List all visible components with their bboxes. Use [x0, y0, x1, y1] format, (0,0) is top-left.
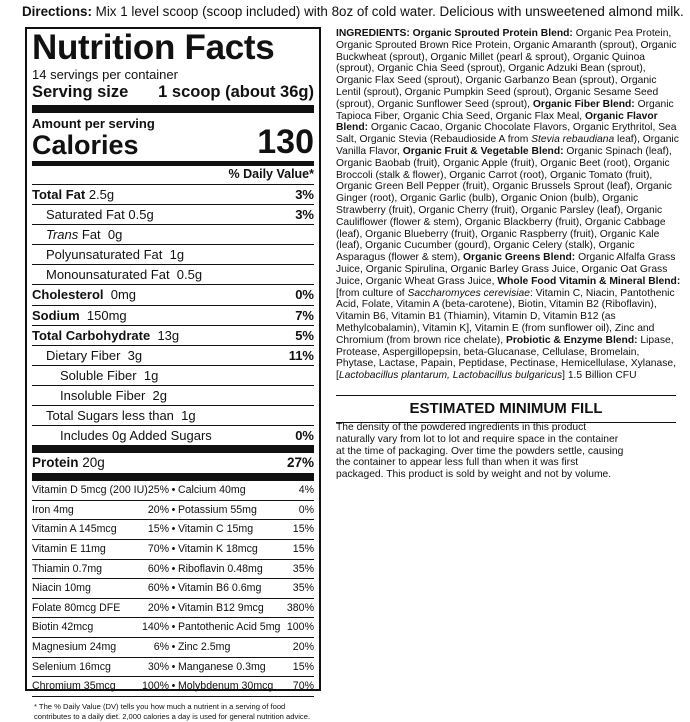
vitamin-pct: 15% — [292, 660, 314, 673]
nutrient-amount: 0mg — [103, 287, 137, 303]
vitamin-cell — [32, 618, 169, 637]
amount-per-serving: Amount per serving — [32, 116, 155, 131]
vitamin-cell — [178, 618, 314, 637]
serving-size-label: Serving size — [32, 83, 129, 101]
ingredients-list — [336, 28, 681, 382]
nutrient-name — [32, 285, 136, 304]
vitamin-pct: 30% — [147, 660, 170, 673]
vitamin-cell — [32, 658, 169, 677]
nutrient-label: Monounsaturated Fat — [46, 267, 170, 283]
nutrient-amount: 1g — [136, 367, 159, 383]
nutrient-label: Trans — [46, 227, 79, 243]
nutrient-row — [32, 245, 314, 265]
nutrient-label: Saturated Fat — [46, 207, 125, 223]
serving-size-row — [32, 82, 314, 113]
directions — [22, 4, 682, 20]
nutrient-amount: 0.5g — [124, 207, 154, 223]
bullet-separator: • — [171, 484, 176, 497]
nutrient-name — [46, 406, 196, 425]
vitamin-row — [32, 520, 314, 540]
nutrient-label: Total Carbohydrate — [32, 327, 151, 343]
vitamin-row — [32, 481, 314, 501]
vitamin-row — [32, 638, 314, 658]
bullet-separator: • — [171, 601, 176, 614]
vitamin-pct: 100% — [286, 621, 314, 634]
ingredient-segment: Organic Pea Protein, Organic Sprouted Brown Rice Protein, Organic Amaranth (sprout), Organic Buckwheat (sprout), Organic Millet (pearl & sprout), Organic Quinoa (sprout), Organic Chia Seed (sprout), Organic Adzuki Bean (sprout), Organic Flax Seed (sprout), Organic Garbanzo Bean (sprout), Organic Lentil (sprout), Organic Pumpkin Seed (sprout), Organic Sesame Seed (sprout), Organic Sunflower Seed (sprout), — [336, 28, 677, 110]
ingredient-segment: Whole Food Vitamin & Mineral Blend: — [497, 275, 681, 287]
vitamin-cell — [32, 540, 169, 559]
vitamin-cell — [178, 520, 314, 539]
directions-text: Mix 1 level scoop (scoop included) with 8oz of cold water. Delicious with unsweetened almond milk. — [91, 4, 684, 19]
vitamin-name: Pantothenic Acid 5mg — [177, 621, 281, 634]
nutrient-row — [32, 265, 314, 285]
ingredient-segment: Lipase, Protease, Aspergillopepsin, beta-Glucanase, Cellulase, Bromelain, Phytase, Lactase, Papain, Peptidase, Pectinase, Hemicellulase, Xylanase, [ — [336, 334, 676, 382]
vitamin-cell — [178, 579, 314, 598]
nutrient-name — [46, 205, 154, 224]
vitamin-name: Vitamin A 145mcg — [32, 523, 117, 536]
nutrient-amount: 0.5g — [169, 267, 203, 283]
nutrient-amount: 13g — [150, 327, 180, 343]
ingredient-segment: Organic Tapioca Fiber, Organic Chia Seed, Organic Flax Meal, — [336, 98, 674, 122]
vitamin-pct: 100% — [141, 680, 170, 693]
nutrient-label: Sodium — [32, 307, 80, 323]
nutrient-row — [32, 386, 314, 406]
vitamin-cell — [178, 560, 314, 579]
estimated-minimum-fill-heading: ESTIMATED MINIMUM FILL — [336, 395, 676, 423]
nutrient-label: Polyunsaturated Fat — [46, 247, 163, 263]
vitamin-pct: 20% — [292, 640, 314, 653]
vitamin-name: Niacin 10mg — [32, 582, 91, 595]
protein-row — [32, 453, 314, 481]
nutrition-facts-title: Nutrition Facts — [32, 28, 275, 67]
daily-value-footnote: * The % Daily Value (DV) tells you how much a nutrient in a serving of food contributes to a daily diet. 2,000 calories a day is used for general nutrition advice. — [34, 701, 311, 721]
vitamin-row — [32, 599, 314, 619]
vitamin-pct: 20% — [147, 601, 170, 614]
nutrient-row — [32, 406, 314, 426]
nutrient-row — [32, 285, 314, 305]
nutrient-label: Total Fat — [32, 187, 86, 202]
ingredient-segment: [from culture of — [336, 287, 408, 299]
vitamin-name: Vitamin B6 0.6mg — [177, 582, 262, 595]
protein-pct: 27% — [286, 455, 314, 471]
nutrient-daily-value: 3% — [295, 187, 314, 202]
nutrient-name — [46, 225, 122, 244]
nutrient-daily-value: 3% — [295, 207, 314, 223]
vitamin-pct: 25% — [147, 484, 170, 497]
vitamin-cell — [178, 481, 314, 500]
nutrient-name — [60, 426, 212, 445]
calories-label: Calories — [32, 130, 139, 160]
ingredient-segment: Organic Flavor Blend: — [336, 110, 658, 134]
bullet-separator: • — [171, 562, 176, 575]
bullet-separator: • — [171, 660, 176, 673]
vitamin-name: Folate 80mcg DFE — [32, 601, 121, 614]
vitamin-pct: 60% — [147, 562, 170, 575]
vitamin-pct: 0% — [298, 503, 314, 516]
nutrient-daily-value: 11% — [288, 347, 314, 363]
nutrient-name — [32, 326, 179, 345]
vitamin-pct: 6% — [153, 640, 170, 653]
vitamin-pct: 70% — [147, 543, 170, 555]
nutrient-amount: 3g — [120, 347, 143, 363]
vitamin-cell — [178, 677, 314, 696]
nutrient-row — [32, 225, 314, 245]
vitamin-cell — [32, 579, 169, 598]
vitamin-name: Riboflavin 0.48mg — [177, 562, 263, 575]
protein-amount: 20g — [78, 455, 105, 471]
nutrient-daily-value: 5% — [295, 327, 314, 343]
vitamin-cell — [32, 638, 169, 657]
vitamin-cell — [178, 638, 314, 657]
vitamin-name: Molybdenum 30mcg — [177, 680, 274, 693]
nutrient-amount: 1g — [173, 408, 196, 424]
protein-label: Protein — [32, 455, 79, 471]
nutrient-name — [46, 346, 142, 365]
vitamin-pct: 140% — [141, 621, 170, 634]
vitamin-row — [32, 658, 314, 678]
vitamin-name: Zinc 2.5mg — [177, 640, 231, 653]
nutrient-label: Soluble Fiber — [60, 367, 137, 383]
vitamin-pct: 20% — [147, 503, 170, 516]
serving-size-value: 1 scoop (about 36g) — [158, 83, 314, 101]
nutrient-amount: 2g — [145, 387, 167, 403]
nutrient-daily-value: 7% — [295, 307, 314, 323]
vitamin-name: Vitamin D 5mcg (200 IU) — [32, 484, 148, 497]
nutrient-label: Includes 0g Added Sugars — [60, 428, 212, 444]
vitamin-name: Calcium 40mg — [177, 484, 246, 497]
vitamin-pct: 35% — [292, 582, 314, 595]
nutrition-facts-panel — [25, 27, 321, 721]
ingredient-segment: Organic Greens Blend: — [463, 252, 576, 264]
nutrient-daily-value: 0% — [295, 428, 314, 444]
vitamin-cell — [32, 560, 169, 579]
vitamin-name: Manganese 0.3mg — [177, 660, 266, 673]
vitamin-pct: 60% — [147, 582, 170, 595]
vitamin-cell — [32, 677, 169, 696]
nutrient-row — [32, 426, 314, 453]
nutrient-name — [32, 306, 127, 325]
bullet-separator: • — [171, 640, 176, 653]
ingredient-segment: leaf), Organic Vanilla Flavor, — [336, 134, 679, 157]
vitamin-cell — [178, 599, 314, 618]
vitamin-name: Selenium 16mcg — [32, 660, 111, 673]
vitamin-cell — [178, 540, 314, 559]
daily-value-header: % Daily Value* — [32, 166, 314, 185]
vitamin-pct: 4% — [298, 484, 314, 497]
vitamin-row — [32, 540, 314, 560]
vitamin-name: Biotin 42mcg — [32, 621, 94, 634]
vitamin-pct: 15% — [292, 523, 314, 536]
ingredient-segment: Organic Fruit & Vegetable Blend: — [402, 145, 564, 157]
vitamin-cell — [32, 501, 169, 520]
vitamin-pct: 15% — [147, 523, 170, 536]
ingredient-segment: Organic Fiber Blend: — [532, 98, 635, 110]
nutrient-row — [32, 326, 314, 346]
nutrient-amount: 1g — [162, 247, 185, 263]
vitamin-pct: 380% — [286, 601, 314, 614]
ingredient-segment: Saccharomyces cerevisiae — [407, 287, 530, 299]
vitamin-row — [32, 618, 314, 638]
vitamin-cell — [178, 501, 314, 520]
vitamin-cell — [178, 658, 314, 677]
nutrient-name — [60, 386, 167, 405]
nutrient-row — [32, 366, 314, 386]
ingredient-segment: : Vitamin C, Niacin, Pantothenic Acid, Folate, Vitamin A (beta-carotene), Biotin, Vitamin B2 (Riboflavin), Vitamin B6, Vitamin B1 (Thiamin), Vitamin D, Vitamin B12 (as Methylcobalamin), Vitamin K], Vitamin E (from sunflower oil), Zinc and Chromium (from brown rice chelate), — [336, 287, 675, 346]
ingredient-segment: Probiotic & Enzyme Blend: — [505, 334, 638, 346]
directions-label: Directions: — [22, 4, 92, 19]
nutrient-name — [32, 185, 114, 204]
bullet-separator: • — [171, 503, 176, 516]
calories-value: 130 — [257, 123, 314, 161]
vitamin-name: Potassium 55mg — [177, 503, 257, 516]
vitamin-name: Vitamin K 18mcg — [177, 543, 258, 555]
nutrient-amount: Fat 0g — [78, 227, 123, 243]
vitamin-row — [32, 560, 314, 580]
vitamin-name: Iron 4mg — [32, 503, 74, 516]
vitamin-name: Thiamin 0.7mg — [32, 562, 103, 575]
vitamin-mineral-table — [32, 481, 314, 697]
vitamin-row — [32, 501, 314, 521]
vitamin-pct: 35% — [292, 562, 314, 575]
nutrient-row — [32, 346, 314, 366]
vitamin-cell — [32, 520, 169, 539]
vitamin-cell — [32, 481, 169, 500]
ingredient-segment: Organic Alfalfa Grass Juice, Organic Spirulina, Organic Barley Grass Juice, Organic Oat Grass Juice, Organic Wheat Grass Juice, — [336, 252, 676, 287]
nutrient-label: Cholesterol — [32, 287, 104, 303]
nutrient-row — [32, 306, 314, 326]
ingredient-segment: INGREDIENTS: Organic Sprouted Protein Blend: — [336, 28, 573, 39]
nutrient-daily-value: 0% — [295, 287, 314, 303]
nutrient-name — [46, 245, 184, 264]
vitamin-name: Chromium 35mcg — [32, 680, 116, 693]
ingredient-segment: Stevia rebaudiana — [531, 134, 615, 146]
nutrient-rows — [32, 185, 314, 453]
bullet-separator: • — [171, 680, 176, 693]
nutrient-name — [46, 265, 202, 284]
nutrient-row — [32, 205, 314, 225]
bullet-separator: • — [171, 543, 176, 555]
ingredient-segment: Organic Spinach (leaf), Organic Baobab (fruit), Organic Apple (fruit), Organic Beet (root), Organic Broccoli (stalk & flower), Organic Carrot (root), Organic Tomato (fruit), Organic Green Bell Pepper (fruit), Organic Brussels Sprout (leaf), Organic Ginger (root), Organic Garlic (bulb), Organic Onion (bulb), Organic Strawberry (fruit), Organic Cherry (fruit), Organic Parsley (leaf), Organic Cauliflower (flower & stem), Organic Blackberry (fruit), Organic Cabbage (leaf), Organic Blueberry (fruit), Organic Raspberry (fruit), Organic Kale (leaf), Organic Cucumber (gourd), Organic Celery (stalk), Organic Asparagus (flower & stem), — [336, 145, 672, 264]
bullet-separator: • — [171, 621, 176, 634]
ingredient-segment: ] 1.5 Billion CFU — [562, 370, 637, 382]
vitamin-row — [32, 579, 314, 599]
servings-per-container: 14 servings per container — [32, 67, 178, 82]
nutrient-row — [32, 185, 314, 205]
bullet-separator: • — [171, 523, 176, 536]
nutrient-amount: 150mg — [79, 307, 127, 323]
ingredient-segment: Lactobacillus plantarum, Lactobacillus bulgaricus — [338, 370, 563, 382]
vitamin-cell — [32, 599, 169, 618]
bullet-separator: • — [171, 582, 176, 595]
nutrient-amount: 2.5g — [85, 187, 115, 202]
nutrient-name — [60, 366, 158, 385]
vitamin-name: Magnesium 24mg — [32, 640, 117, 653]
vitamin-row — [32, 677, 314, 697]
vitamin-pct: 70% — [292, 680, 314, 693]
ingredient-segment: Organic Cacao, Organic Chocolate Flavors, Organic Erythritol, Sea Salt, Organic Stevia (Rebaudioside A from — [336, 122, 677, 146]
nutrient-label: Insoluble Fiber — [60, 387, 146, 403]
nutrient-label: Dietary Fiber — [46, 347, 121, 363]
vitamin-name: Vitamin B12 9mcg — [177, 601, 264, 614]
nutrient-label: Total Sugars less than — [46, 408, 174, 424]
vitamin-name: Vitamin C 15mg — [177, 523, 254, 536]
vitamin-name: Vitamin E 11mg — [32, 543, 106, 555]
vitamin-pct: 15% — [292, 543, 314, 555]
fill-statement: The density of the powdered ingredients in this product naturally vary from lot to lot and require space in the container at the time of packaging. Over time the powders settle, causing the container to appear less full than when it was first packaged. This product is sold by weight and not by volume. — [336, 422, 624, 481]
